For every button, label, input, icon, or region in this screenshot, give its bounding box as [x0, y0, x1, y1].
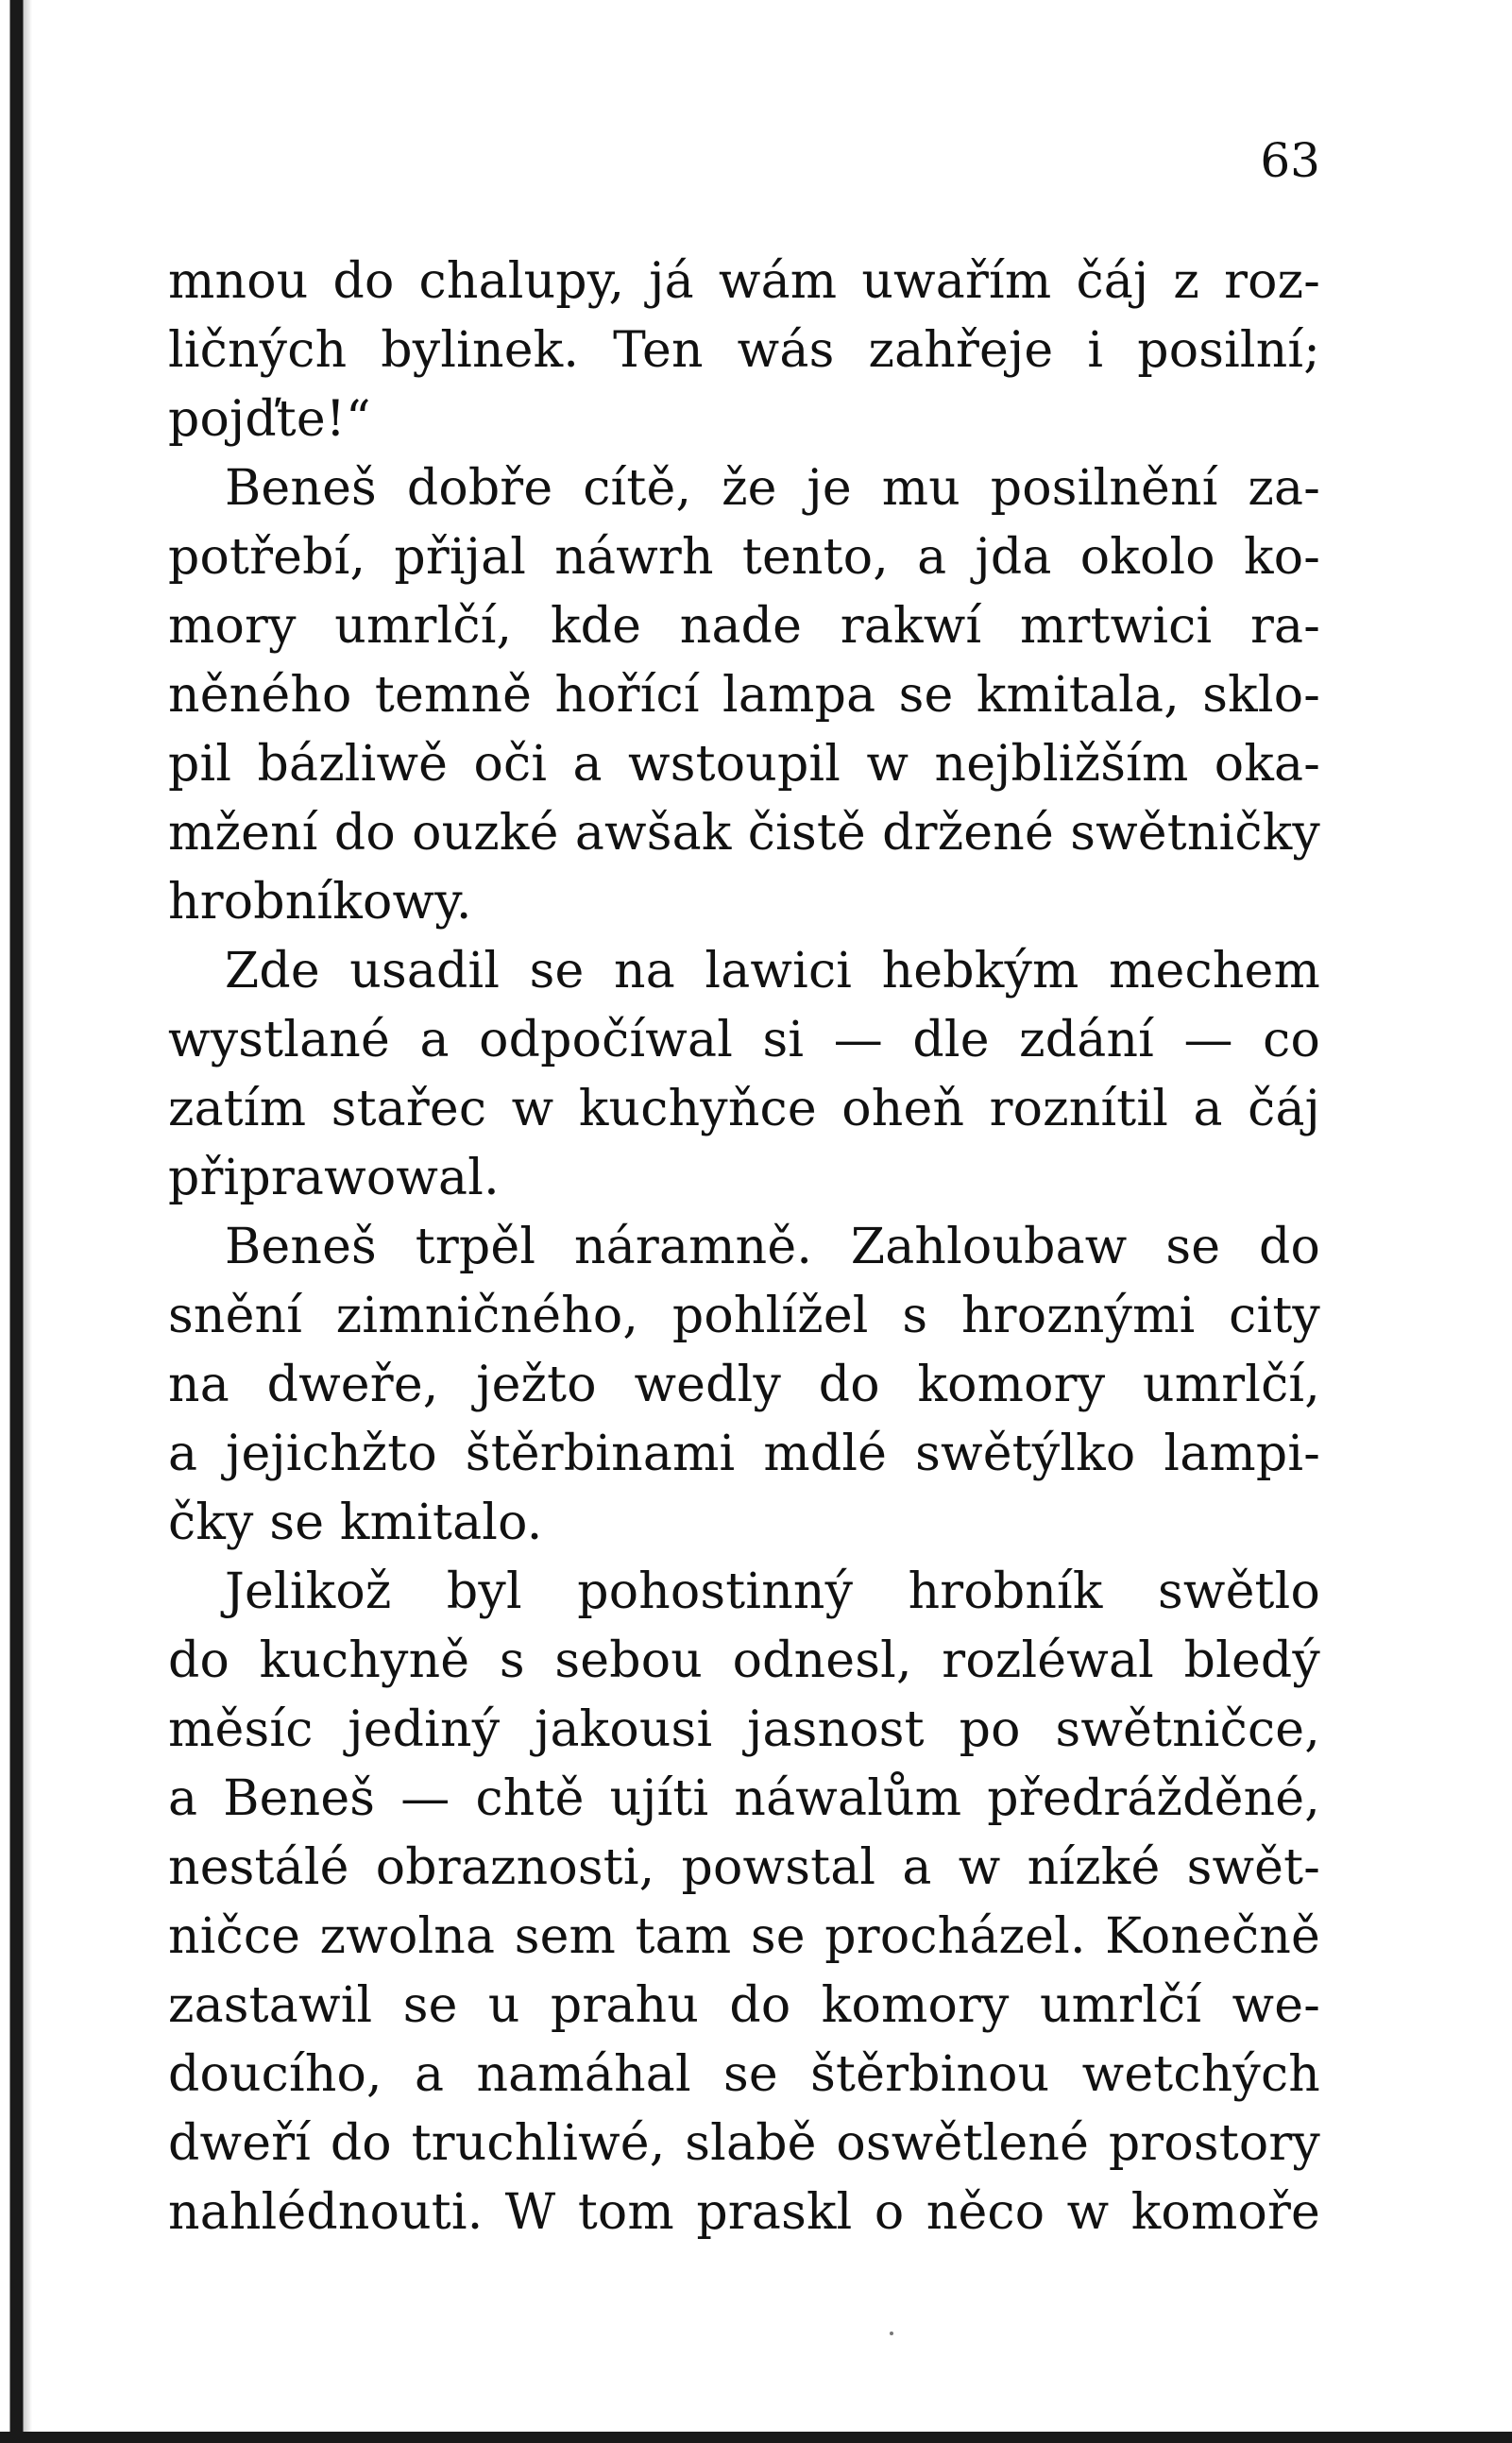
text-line: mory umrlčí, kde nade rakwí mrtwici ra- — [168, 598, 1320, 655]
text-line: a Beneš — chtě ujíti náwalům předrážděné, — [168, 1770, 1320, 1827]
text-line: ničce zwolna sem tam se procházel. Konečně — [168, 1908, 1320, 1965]
text-line: hrobníkowy. — [168, 874, 472, 931]
text-line: nestálé obraznosti, powstal a w nízké swět- — [168, 1839, 1320, 1896]
text-line: na dweře, ježto wedly do komory umrlčí, — [168, 1357, 1320, 1413]
text-line: zastawil se u prahu do komory umrlčí we- — [168, 1977, 1320, 2034]
text-line: pil bázliwě oči a wstoupil w nejbližším oka- — [168, 736, 1320, 793]
text-line: ličných bylinek. Ten wás zahřeje i posilní; — [168, 322, 1320, 379]
text-line: čky se kmitalo. — [168, 1495, 543, 1551]
text-line: mnou do chalupy, já wám uwařím čáj z roz- — [168, 253, 1320, 310]
text-line: zatím stařec w kuchyňce oheň roznítil a čáj — [168, 1081, 1320, 1137]
text-line: do kuchyně s sebou odnesl, rozléwal bledý — [168, 1632, 1320, 1689]
body-text — [168, 248, 1320, 2247]
text-line: připrawowal. — [168, 1150, 500, 1206]
text-line: něného temně hořící lampa se kmitala, sklo- — [168, 667, 1320, 724]
text-line: Zde usadil se na lawici hebkým mechem — [225, 943, 1320, 999]
text-line: pojďte!“ — [168, 391, 371, 448]
text-line: wystlané a odpočíwal si — dle zdání — co — [168, 1012, 1320, 1068]
text-line: doucího, a namáhal se štěrbinou wetchých — [168, 2046, 1320, 2103]
text-line: a jejichžto štěrbinami mdlé swětýlko lampi- — [168, 1426, 1320, 1482]
text-line: mžení do ouzké awšak čistě držené swětničky — [168, 805, 1320, 862]
text-line: dweří do truchliwé, slabě oswětlené prostory — [168, 2115, 1320, 2172]
text-line: Beneš trpěl náramně. Zahloubaw se do — [225, 1219, 1320, 1275]
page-number: 63 — [1260, 133, 1320, 188]
scan-binding-edge — [0, 0, 32, 2443]
scan-bottom-edge — [0, 2432, 1512, 2443]
text-line: Jelikož byl pohostinný hrobník swětlo — [225, 1563, 1320, 1620]
text-line: nahlédnouti. W tom praskl o něco w komoře — [168, 2184, 1320, 2241]
text-line: snění zimničného, pohlížel s hroznými city — [168, 1288, 1320, 1344]
text-line: potřebí, přijal náwrh tento, a jda okolo ko- — [168, 529, 1320, 586]
text-line: Beneš dobře cítě, že je mu posilnění za- — [225, 460, 1320, 517]
text-line: měsíc jediný jakousi jasnost po swětničce, — [168, 1701, 1320, 1758]
scan-speck — [890, 2332, 893, 2335]
